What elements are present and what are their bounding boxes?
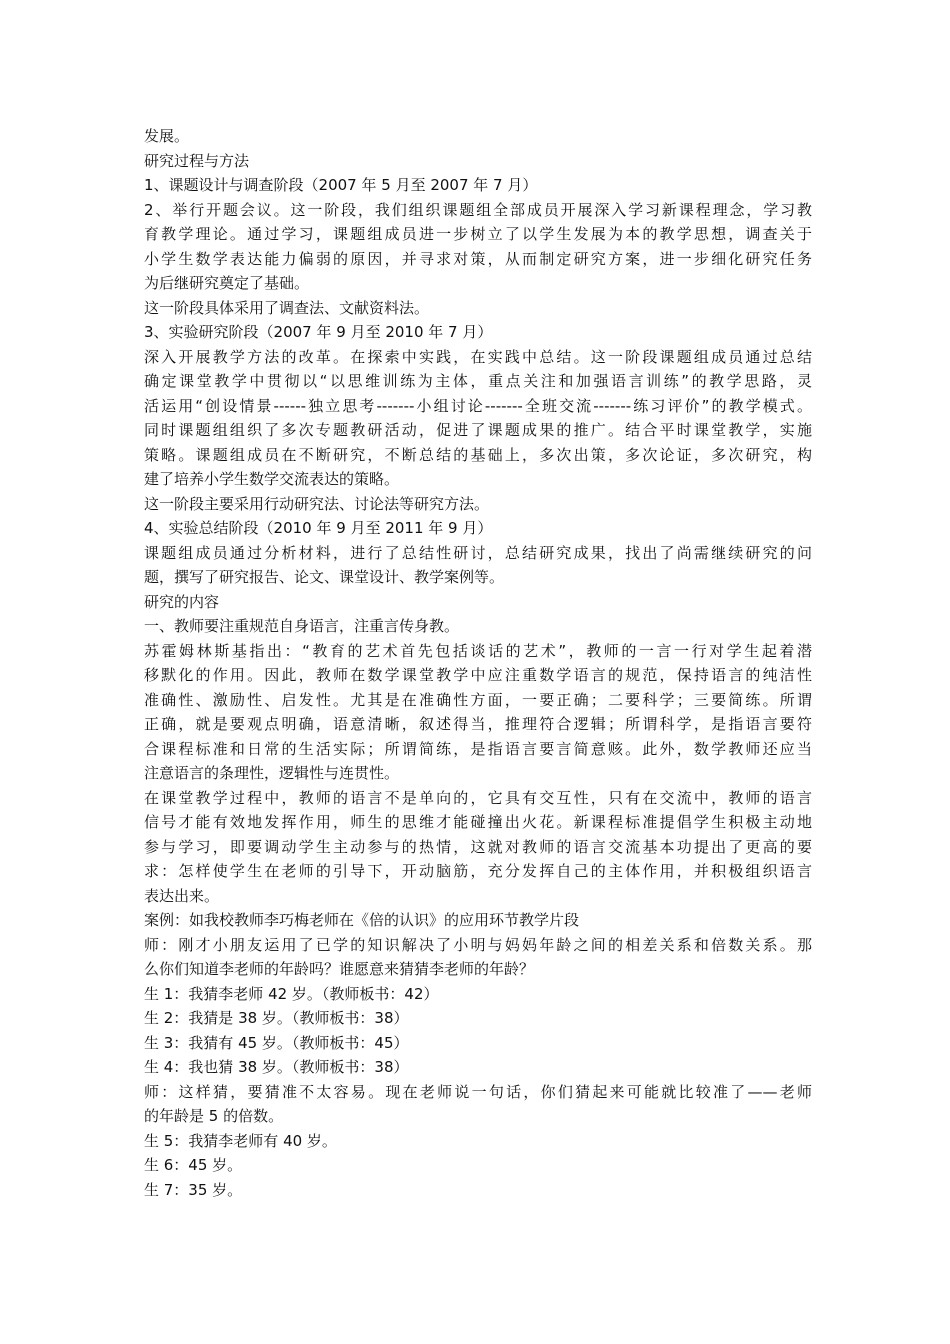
text-line: 研究过程与方法 [144, 151, 250, 170]
text-line: 发展。 [144, 127, 190, 145]
text-line: 研究的内容 [144, 592, 220, 611]
text-line: 生 7：35 岁。 [144, 1180, 243, 1199]
text-line: 这一阶段主要采用行动研究法、讨论法等研究方法。 [144, 494, 490, 513]
text-line: 4、实验总结阶段（2010 年 9 月至 2011 年 9 月） [144, 519, 493, 537]
text-line: 移默化的作用。因此，教师在数学课堂教学中应注重数学语言的规范，保持语言的纯洁性 [144, 666, 812, 684]
text-line: 一、教师要注重规范自身语言，注重言传身教。 [144, 617, 460, 635]
text-line: 注意语言的条理性，逻辑性与连贯性。 [144, 764, 400, 782]
text-line: 师：刚才小朋友运用了已学的知识解决了小明与妈妈年龄之间的相差关系和倍数关系。那 [144, 935, 812, 954]
text-line: 师：这样猜，要猜准不太容易。现在老师说一句话，你们猜起来可能就比较准了——老师 [144, 1082, 812, 1101]
text-line: 策略。课题组成员在不断研究，不断总结的基础上，多次出策，多次论证，多次研究，构 [144, 445, 812, 464]
text-line: 确定课堂教学中贯彻以“以思维训练为主体，重点关注和加强语言训练”的教学思路，灵 [144, 372, 812, 390]
text-line: 参与学习，即要调动学生主动参与的热情，这就对教师的语言交流基本功提出了更高的要 [144, 837, 812, 856]
text-line: 生 4：我也猜 38 岁。（教师板书：38） [144, 1058, 409, 1076]
text-line: 在课堂教学过程中，教师的语言不是单向的，它具有交互性，只有在交流中，教师的语言 [144, 788, 812, 807]
text-line: 合课程标准和日常的生活实际；所谓简练，是指语言要言简意赅。此外，数学教师还应当 [144, 739, 812, 758]
text-line: 苏霍姆林斯基指出：“教育的艺术首先包括谈话的艺术”，教师的一言一行对学生起着潜 [144, 641, 812, 660]
text-line: 深入开展教学方法的改革。在探索中实践，在实践中总结。这一阶段课题组成员通过总结 [144, 347, 812, 366]
text-line: 建了培养小学生数学交流表达的策略。 [144, 470, 400, 488]
text-line: 小学生数学表达能力偏弱的原因，并寻求对策，从而制定研究方案，进一步细化研究任务 [144, 249, 812, 268]
text-line: 求：怎样使学生在老师的引导下，开动脑筋，充分发挥自己的主体作用，并积极组织语言 [144, 862, 812, 880]
text-line: 题，撰写了研究报告、论文、课堂设计、教学案例等。 [144, 568, 505, 586]
text-line: 2、举行开题会议。这一阶段，我们组织课题组全部成员开展深入学习新课程理念，学习教 [144, 200, 812, 219]
text-line: 的年龄是 5 的倍数。 [144, 1107, 284, 1125]
text-line: 3、实验研究阶段（2007 年 9 月至 2010 年 7 月） [144, 323, 493, 341]
text-line: 育教学理论。通过学习，课题组成员进一步树立了以学生发展为本的教学思想，调查关于 [144, 225, 812, 243]
text-line: 案例：如我校教师李巧梅老师在《倍的认识》的应用环节教学片段 [144, 911, 580, 929]
document-body [144, 124, 812, 1202]
text-line: 准确性、激励性、启发性。尤其是在准确性方面，一要正确；二要科学；三要简练。所谓 [144, 690, 812, 709]
text-line: 同时课题组组织了多次专题教研活动，促进了课题成果的推广。结合平时课堂教学，实施 [144, 421, 812, 439]
text-line: 生 3：我猜有 45 岁。（教师板书：45） [144, 1033, 409, 1052]
text-line: 生 5：我猜李老师有 40 岁。 [144, 1131, 337, 1150]
text-line: 信号才能有效地发挥作用，师生的思维才能碰撞出火花。新课程标准提倡学生积极主动地 [144, 813, 812, 831]
text-line: 生 1：我猜李老师 42 岁。（教师板书：42） [144, 984, 439, 1003]
text-line: 课题组成员通过分析材料，进行了总结性研讨，总结研究成果，找出了尚需继续研究的问 [144, 543, 812, 562]
text-line: 1、课题设计与调查阶段（2007 年 5 月至 2007 年 7 月） [144, 176, 538, 194]
text-line: 活运用“创设情景------独立思考-------小组讨论-------全班交流-------练习评价”的教学模式。 [144, 396, 812, 415]
text-line: 表达出来。 [144, 886, 220, 905]
text-line: 这一阶段具体采用了调查法、文献资料法。 [144, 298, 430, 317]
text-line: 生 6：45 岁。 [144, 1156, 243, 1174]
text-line: 为后继研究奠定了基础。 [144, 274, 310, 292]
text-line: 生 2：我猜是 38 岁。（教师板书：38） [144, 1009, 409, 1027]
text-line: 么你们知道李老师的年龄吗？谁愿意来猜猜李老师的年龄？ [144, 960, 535, 978]
text-line: 正确，就是要观点明确，语意清晰，叙述得当，推理符合逻辑；所谓科学，是指语言要符 [144, 715, 812, 733]
